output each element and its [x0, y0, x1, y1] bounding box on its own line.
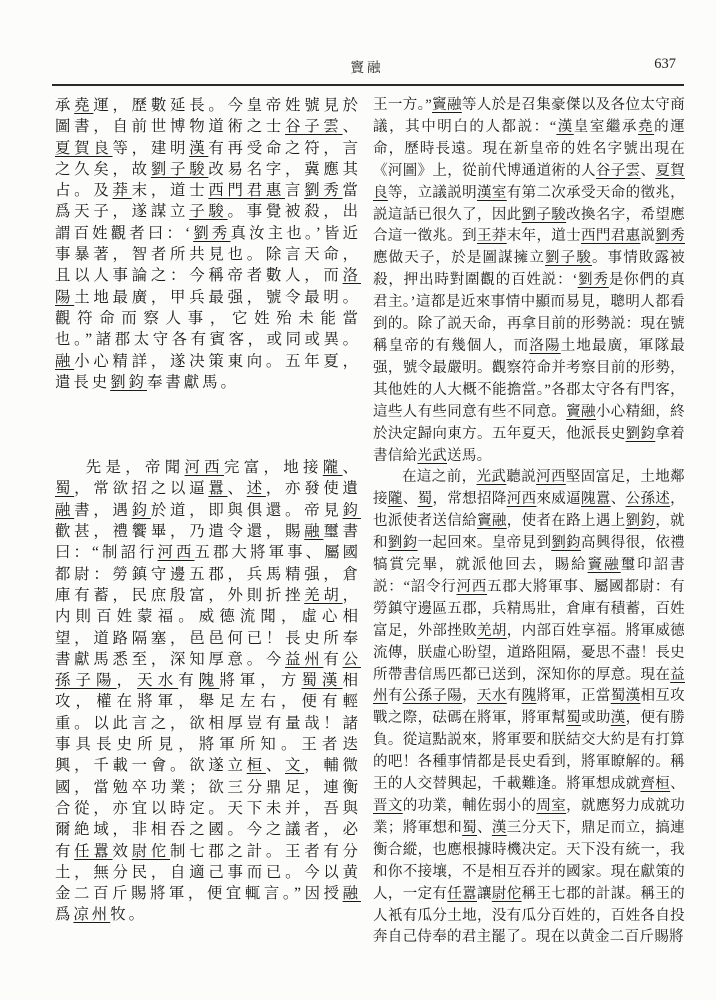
text-run: 言 [285, 182, 305, 200]
text-run: 、 [342, 459, 361, 477]
text-run: 高興得很，依禮犒賞完畢，就派他回去，賜給 [373, 535, 685, 574]
proper-noun-underlined: 劉秀 [655, 228, 685, 245]
text-run: 真汝主也。’皆近事暴著，智者所共見也。除言天命，且以人事論之：今稱帝者數人，而 [55, 224, 361, 285]
proper-noun-underlined: 晋文 [373, 798, 403, 814]
proper-noun-underlined: 周室 [536, 798, 567, 814]
proper-noun-underlined: 劉子駿 [545, 250, 592, 267]
text-run: 璽書曰：“制詔行 [55, 523, 361, 562]
text-run: 於道，即與俱還。帝見 [150, 501, 343, 519]
text-run: 土地最廣，軍隊最强，號令最嚴明。觀察符命并考察目前的形勢，其他姓的人大概不能擔當。”各郡太守各有門客，這些人有些同意有些不同意。 [373, 337, 686, 420]
text-run: 五郡大將軍事、屬國都尉：有勞鎮守邊區五郡，兵精馬壯，倉庫有積蓄，百姓富足，外部挫敗 [373, 578, 685, 639]
proper-noun-underlined: 蜀 [301, 672, 323, 690]
proper-noun-underlined: 竇融 [477, 513, 507, 530]
text-run: 應做天子，於是圖謀擁立 [373, 250, 546, 267]
text-run: 有第二次承受天命的徵兆，説這話已很久了，因此 [373, 184, 685, 223]
text-run: 將軍，方 [219, 672, 302, 690]
proper-noun-underlined: 莽 [112, 182, 132, 200]
proper-noun-underlined: 文 [285, 757, 305, 775]
text-run: ，輔微國，當勉卒功業；欲三分鼎足，連衡合從，亦宜以時定。天下未并，吾與爾絶域，非相吞之國。今之議者，必有 [55, 757, 361, 860]
proper-noun-underlined: 蜀 [610, 688, 626, 705]
text-run: 制七郡之計。王者有分土，無分民，自適己事而已。今以黄金二百斤賜將軍，便宜輒言。”因授 [55, 842, 361, 903]
running-head-title: 竇融 [350, 60, 384, 75]
proper-noun-underlined: 子駿 [189, 203, 228, 221]
text-run: 、 [342, 118, 361, 136]
text-run: 讓 [477, 885, 492, 902]
text-run: 當爲天子，遂謀立 [55, 182, 361, 221]
proper-noun-underlined: 漢 [610, 710, 626, 727]
text-run: 、 [265, 757, 286, 775]
proper-noun-underlined: 天水 [477, 688, 507, 705]
proper-noun-underlined: 囂 [208, 480, 228, 498]
proper-noun-underlined: 夏賀良 [55, 139, 113, 157]
text-run: ，也派使者送信給 [373, 491, 685, 530]
text-run: 的運命，歷時長遠。現在新皇帝的姓名字號出現在《河圖》上，從前代博通道術的人 [373, 118, 685, 179]
proper-noun-underlined: 述 [246, 480, 266, 498]
text-run: ，便有勝負。從這點説來，將軍要和朕結交大約是有打算的吧！各種事情都是長史看到，將軍瞭解的。稱王的人交替興起，千載難逢。將軍想成就 [373, 710, 685, 793]
text-run: 牧。 [110, 906, 147, 924]
text-run: 末年，道士 [506, 228, 582, 245]
proper-noun-underlined: 隗 [521, 688, 537, 705]
proper-noun-underlined: 隴 [387, 491, 403, 508]
text-run: 璽印詔書説：“詔令行 [373, 557, 686, 595]
proper-noun-underlined: 蜀 [417, 491, 433, 508]
text-run: ，亦發使遺 [265, 480, 361, 498]
text-run: 一起回來。皇帝見到 [417, 535, 552, 552]
paragraph [373, 95, 685, 467]
proper-noun-underlined: 羌胡 [477, 622, 507, 639]
proper-noun-underlined: 劉鈞 [551, 535, 582, 552]
text-run: 稱王七郡的計謀。稱王的人衹有瓜分土地，没有瓜分百姓的，百姓各自投奔自己侍奉的君主罷了。現在以黄金二百斤賜將 [373, 885, 685, 946]
text-run: 相互攻戰之際，砝碼在將軍，將軍幫 [373, 688, 685, 727]
text-run: 來威逼 [536, 491, 582, 508]
text-run: 説 [640, 228, 656, 245]
proper-noun-underlined: 融 [55, 501, 75, 519]
proper-noun-underlined: 洛陽 [55, 267, 361, 306]
text-run: 、 [477, 819, 492, 836]
text-run: 有 [178, 672, 199, 690]
classical-text-column [55, 95, 361, 926]
proper-noun-underlined: 洛陽 [529, 337, 561, 354]
text-run: 聽説 [506, 469, 537, 486]
text-run: 土地最廣，甲兵最强，號令最明。觀符命而察人事，它姓殆未能當也。”諸郡太守各有賓客，或同或異。 [55, 288, 361, 349]
proper-noun-underlined: 西門君惠 [581, 228, 641, 245]
text-run: 、 [227, 480, 247, 498]
proper-noun-underlined: 漢 [322, 672, 343, 690]
proper-noun-underlined: 公孫子陽 [402, 688, 463, 705]
text-run: 送馬。 [447, 447, 492, 464]
proper-noun-underlined: 劉秀 [577, 272, 609, 289]
proper-noun-underlined: 隴 [322, 459, 343, 477]
proper-noun-underlined: 公孫子陽 [55, 650, 361, 690]
proper-noun-underlined: 益州 [373, 666, 685, 705]
header-divider-rule [52, 84, 684, 86]
proper-noun-underlined: 尉佗 [491, 885, 522, 902]
proper-noun-underlined: 融 [304, 523, 324, 541]
text-run: 歡甚，禮饗畢，乃遣令還，賜 [55, 523, 305, 541]
text-run: 奉書獻馬。 [146, 373, 239, 391]
paragraph [373, 467, 685, 949]
proper-noun-underlined: 羌胡 [304, 586, 343, 604]
proper-noun-underlined: 融 [342, 885, 361, 903]
text-run: 改易名字，冀應其占。及 [55, 160, 361, 200]
text-run: 在這之前， [402, 469, 477, 486]
text-run: 將軍，正當 [536, 688, 611, 705]
proper-noun-underlined: 益州 [285, 650, 324, 668]
proper-noun-underlined: 王莽 [477, 228, 507, 245]
proper-noun-underlined: 谷子雲 [595, 162, 641, 179]
proper-noun-underlined: 劉秀 [304, 182, 343, 200]
text-run: 有 [387, 688, 403, 705]
proper-noun-underlined: 桓 [246, 757, 266, 775]
proper-noun-underlined: 劉鈞 [625, 513, 656, 530]
text-run: 小心精詳，遂决策東向。五年夏，遣長史 [55, 352, 361, 391]
proper-noun-underlined: 堯 [638, 118, 655, 135]
text-run: 、 [670, 776, 685, 793]
proper-noun-underlined: 隗囂 [581, 491, 611, 508]
text-run: 運，歷數延長。今皇帝姓號見於圖書，自前世博物道術之士 [55, 97, 361, 136]
text-run: 等人於是召集豪傑以及各位太守商議，其中明白的人都説：“ [373, 97, 685, 135]
proper-noun-underlined: 竇融 [566, 403, 596, 420]
proper-noun-underlined: 漢 [625, 688, 641, 705]
proper-noun-underlined: 夏賀良 [373, 162, 685, 201]
proper-noun-underlined: 任囂 [74, 842, 113, 860]
proper-noun-underlined: 齊桓 [640, 776, 671, 793]
text-run: 是你們的真君主。’這都是近來事情中顯而易見，聰明人都看到的。除了説天命，再拿目前的形勢説：現在號稱皇帝的有幾個人，而 [373, 272, 685, 354]
text-run: 等，立議説明 [387, 184, 478, 201]
proper-noun-underlined: 光武 [417, 447, 448, 464]
page-header [52, 56, 682, 82]
proper-noun-underlined: 蜀 [566, 710, 582, 727]
proper-noun-underlined: 劉鈞 [110, 373, 147, 391]
text-run: 或助 [581, 710, 611, 727]
text-run: 完富，地接 [224, 459, 323, 477]
proper-noun-underlined: 尉佗 [131, 842, 171, 860]
proper-noun-underlined: 河西 [157, 544, 195, 562]
text-run: 拿着書信給 [373, 425, 685, 464]
proper-noun-underlined: 竇融 [587, 557, 621, 574]
text-run: 改換名字，希望應合這一徵兆。到 [373, 206, 685, 245]
text-run: 堅固富足，土地鄰接 [373, 469, 685, 508]
text-run: 、 [640, 162, 656, 179]
text-run: 、 [610, 491, 626, 508]
proper-noun-underlined: 漢室 [477, 184, 507, 201]
two-column-text-area [55, 95, 685, 949]
proper-noun-underlined: 劉子駿 [521, 206, 567, 223]
proper-noun-underlined: 天水 [137, 672, 179, 690]
proper-noun-underlined: 漢 [189, 139, 209, 157]
text-run: ，就和 [373, 513, 685, 552]
proper-noun-underlined: 河西 [506, 491, 537, 508]
proper-noun-underlined: 公孫述 [625, 491, 671, 508]
proper-noun-underlined: 凉州 [73, 906, 111, 924]
text-run: 五郡大將軍事、屬國都尉：勞鎮守邊五郡，兵馬精强，倉庫有蓄，民庶殷富，外則折挫 [55, 544, 361, 604]
proper-noun-underlined: 融 [55, 352, 75, 370]
proper-noun-underlined: 劉鈞 [625, 425, 656, 442]
proper-noun-underlined: 隗 [198, 672, 220, 690]
text-run: ，使者在路上遇上 [506, 513, 626, 530]
text-run: 爲 [55, 906, 74, 924]
page-number: 637 [654, 56, 676, 72]
paragraph [55, 95, 361, 393]
text-run: 承 [55, 97, 75, 114]
text-run: ，就應努力成就功業；將軍想和 [373, 798, 685, 836]
text-run: 、 [402, 491, 418, 508]
text-run: 。事覺被殺，出謂百姓觀者曰：‘ [55, 203, 361, 242]
text-run: 等，建明 [112, 139, 190, 157]
proper-noun-underlined: 蜀 [462, 819, 478, 836]
proper-noun-underlined: 漢 [556, 118, 574, 135]
proper-noun-underlined: 堯 [74, 97, 94, 114]
text-run: 有 [506, 688, 522, 705]
proper-noun-underlined: 任囂 [447, 885, 478, 902]
proper-noun-underlined: 竇融 [432, 97, 462, 113]
proper-noun-underlined: 劉鈞 [387, 535, 418, 552]
proper-noun-underlined: 西門君惠 [208, 182, 286, 200]
proper-noun-underlined: 谷子雲 [285, 118, 343, 136]
text-run: 。事情敗露被殺，押出時對圍觀的百姓説：‘ [373, 250, 685, 289]
proper-noun-underlined: 劉秀 [193, 224, 231, 242]
text-run: ， [116, 672, 138, 690]
proper-noun-underlined: 河西 [184, 459, 225, 477]
text-run: 書，遇 [74, 501, 132, 519]
proper-noun-underlined: 光武 [476, 469, 507, 486]
text-run: 先是，帝聞 [85, 459, 185, 477]
text-run: 有 [323, 650, 343, 668]
proper-noun-underlined: 劉子駿 [150, 160, 209, 178]
proper-noun-underlined: 漢 [491, 819, 507, 836]
paragraph [55, 457, 361, 926]
text-run: 小心精細，終於決定歸向東方。五年夏天，他派長史 [373, 403, 685, 442]
text-run: ，内部百姓享福。將軍威德流傳，朕虛心盼望，道路阻隔，憂思不盡！長史所帶書信馬匹都已送到，深知你的厚意。現在 [373, 622, 685, 683]
proper-noun-underlined: 蜀 [55, 480, 75, 498]
proper-noun-underlined: 鈞 [131, 501, 151, 519]
proper-noun-underlined: 河西 [456, 578, 488, 595]
text-run: ，内則百姓蒙福。威德流聞，虛心相望，道路隔塞，邑邑何已！長史所奉書獻馬悉至，深知厚意。今 [55, 586, 361, 668]
text-run: 三分天下，鼎足而立，搞連衡合縱，也應根據時機决定。天下没有統一，我和你不接壤，不是相互吞并的國家。現在獻策的人，一定有 [373, 819, 685, 902]
text-run: 王一方。” [373, 97, 433, 113]
text-run: ，常欲招之以逼 [74, 480, 209, 498]
text-run: ，常想招降 [432, 491, 507, 508]
text-run: 末，道士 [131, 182, 209, 200]
text-run: 皇室繼承 [573, 118, 639, 135]
translation-text-column [373, 95, 685, 949]
text-run: 相攻，權在將軍，舉足左右，便有輕重。以此言之，欲相厚豈有量哉！諸事具長史所見，將軍所知。王者迭興，千載一會。欲遂立 [55, 672, 361, 775]
proper-noun-underlined: 鈞 [342, 501, 361, 519]
text-run: 效 [112, 842, 132, 860]
text-run: ， [462, 688, 477, 705]
text-run: 的功業，輔佐弱小的 [402, 798, 537, 814]
proper-noun-underlined: 河西 [536, 469, 566, 486]
text-run: 有再受命之符，言之久矣，故 [55, 139, 361, 178]
